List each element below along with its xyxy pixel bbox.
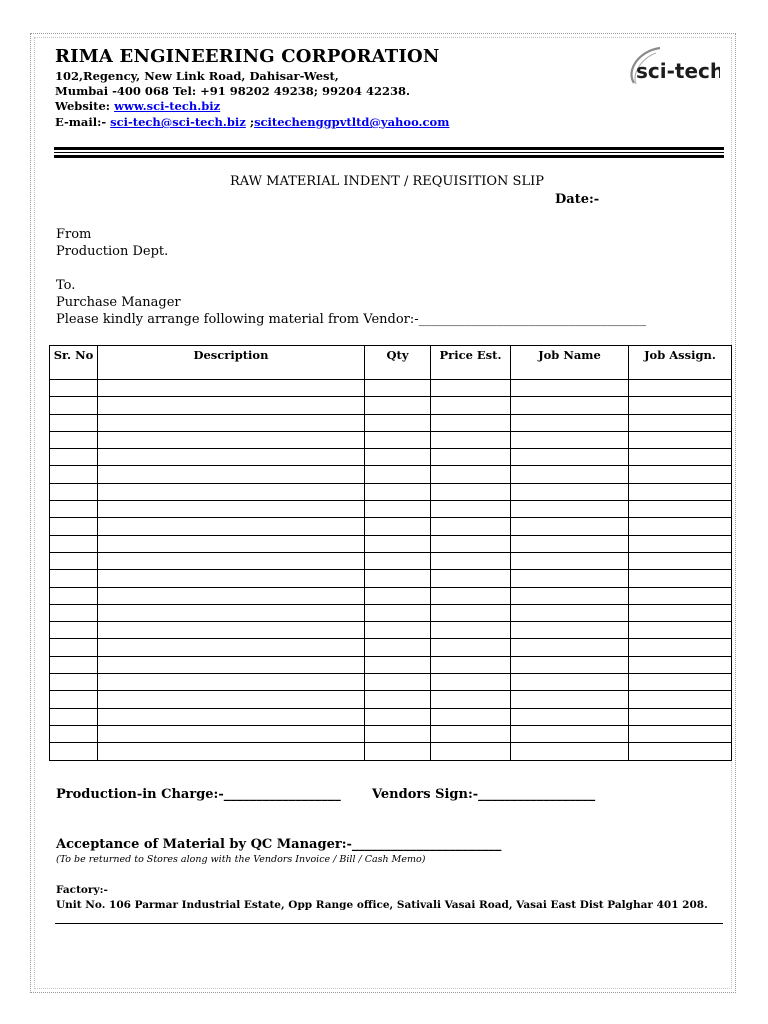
table-cell[interactable] — [98, 656, 365, 673]
table-cell[interactable] — [98, 639, 365, 656]
address-line-2: Mumbai -400 068 Tel: +91 98202 49238; 99204 42238. — [55, 84, 411, 98]
table-row — [50, 483, 732, 500]
table-cell[interactable] — [50, 414, 98, 431]
table-cell[interactable] — [629, 604, 732, 621]
table-cell[interactable] — [50, 604, 98, 621]
table-cell[interactable] — [431, 552, 511, 569]
from-value: Production Dept. — [56, 244, 169, 259]
table-cell[interactable] — [511, 449, 629, 466]
table-row — [50, 587, 732, 604]
table-cell[interactable] — [50, 587, 98, 604]
footer-rule — [55, 923, 723, 924]
table-cell[interactable] — [98, 691, 365, 708]
table-cell[interactable] — [365, 708, 431, 725]
vendors-signature: Vendors Sign:-__________________ — [372, 787, 596, 802]
header-rule-mid — [54, 152, 724, 153]
request-text: Please kindly arrange following material from Vendor:-___________________________________ — [56, 312, 647, 327]
table-cell[interactable] — [511, 414, 629, 431]
return-note: (To be returned to Stores along with the Vendors Invoice / Bill / Cash Memo) — [56, 854, 426, 865]
email-separator: ; — [245, 115, 255, 129]
table-row — [50, 535, 732, 552]
table-cell[interactable] — [98, 380, 365, 397]
address-line-1: 102,Regency, New Link Road, Dahisar-West, — [55, 69, 339, 83]
table-cell[interactable] — [98, 466, 365, 483]
table-cell[interactable] — [365, 725, 431, 742]
table-cell[interactable] — [629, 414, 732, 431]
table-row — [50, 622, 732, 639]
table-cell[interactable] — [50, 431, 98, 448]
table-cell[interactable] — [629, 535, 732, 552]
table-cell[interactable] — [50, 743, 98, 760]
table-cell[interactable] — [431, 535, 511, 552]
table-cell[interactable] — [431, 380, 511, 397]
table-cell[interactable] — [365, 535, 431, 552]
table-cell[interactable] — [629, 691, 732, 708]
table-cell[interactable] — [365, 518, 431, 535]
table-cell[interactable] — [511, 587, 629, 604]
table-cell[interactable] — [98, 708, 365, 725]
table-cell[interactable] — [431, 725, 511, 742]
table-cell[interactable] — [511, 535, 629, 552]
table-cell[interactable] — [629, 552, 732, 569]
factory-label: Factory:- — [56, 884, 108, 896]
table-cell[interactable] — [98, 414, 365, 431]
table-cell[interactable] — [365, 483, 431, 500]
table-row — [50, 691, 732, 708]
table-cell[interactable] — [50, 466, 98, 483]
table-cell[interactable] — [50, 639, 98, 656]
table-cell[interactable] — [629, 639, 732, 656]
table-cell[interactable] — [365, 570, 431, 587]
table-cell[interactable] — [511, 466, 629, 483]
table-cell[interactable] — [511, 674, 629, 691]
table-cell[interactable] — [50, 449, 98, 466]
table-header-row — [50, 346, 732, 380]
table-row — [50, 570, 732, 587]
to-value: Purchase Manager — [56, 295, 181, 310]
qc-acceptance-signature: Acceptance of Material by QC Manager:-_______________________ — [56, 837, 502, 852]
table-cell[interactable] — [431, 397, 511, 414]
table-cell[interactable] — [629, 570, 732, 587]
col-header-job-name: Job Name — [511, 346, 629, 380]
table-cell[interactable] — [365, 414, 431, 431]
table-cell[interactable] — [431, 449, 511, 466]
table-cell[interactable] — [629, 466, 732, 483]
table-cell[interactable] — [98, 674, 365, 691]
col-header-job-assign: Job Assign. — [629, 346, 732, 380]
table-row — [50, 743, 732, 760]
production-in-charge-signature: Production-in Charge:-__________________ — [56, 787, 341, 802]
date-label: Date:- — [555, 192, 600, 207]
col-header-price-est: Price Est. — [431, 346, 511, 380]
table-cell[interactable] — [431, 466, 511, 483]
table-cell[interactable] — [98, 587, 365, 604]
col-header-sr-no: Sr. No — [50, 346, 98, 380]
table-cell[interactable] — [365, 622, 431, 639]
table-cell[interactable] — [431, 587, 511, 604]
table-row — [50, 414, 732, 431]
table-cell[interactable] — [511, 656, 629, 673]
table-cell[interactable] — [365, 639, 431, 656]
table-row — [50, 725, 732, 742]
table-cell[interactable] — [365, 380, 431, 397]
table-row — [50, 552, 732, 569]
table-cell[interactable] — [511, 431, 629, 448]
col-header-description: Description — [98, 346, 365, 380]
table-row — [50, 449, 732, 466]
table-row — [50, 708, 732, 725]
table-row — [50, 431, 732, 448]
website-link[interactable]: www.sci-tech.biz — [114, 99, 221, 113]
table-cell[interactable] — [629, 431, 732, 448]
table-cell[interactable] — [98, 483, 365, 500]
table-cell[interactable] — [629, 397, 732, 414]
table-row — [50, 501, 732, 518]
table-cell[interactable] — [431, 622, 511, 639]
table-cell[interactable] — [511, 691, 629, 708]
table-cell[interactable] — [50, 397, 98, 414]
form-title: RAW MATERIAL INDENT / REQUISITION SLIP — [230, 174, 544, 189]
email-line — [55, 115, 449, 130]
table-cell[interactable] — [431, 570, 511, 587]
table-cell[interactable] — [431, 674, 511, 691]
website-label: Website: — [55, 99, 115, 113]
website-line — [55, 99, 220, 114]
table-cell[interactable] — [629, 501, 732, 518]
table-cell[interactable] — [98, 518, 365, 535]
table-cell[interactable] — [629, 743, 732, 760]
table-cell[interactable] — [98, 535, 365, 552]
table-cell[interactable] — [98, 431, 365, 448]
table-cell[interactable] — [511, 552, 629, 569]
table-cell[interactable] — [98, 725, 365, 742]
table-cell[interactable] — [431, 604, 511, 621]
table-cell[interactable] — [50, 656, 98, 673]
email-link-1[interactable]: sci-tech@sci-tech.biz — [110, 115, 246, 129]
table-row — [50, 674, 732, 691]
email-label: E-mail:- — [55, 115, 111, 129]
table-cell[interactable] — [50, 674, 98, 691]
table-cell[interactable] — [365, 656, 431, 673]
table-cell[interactable] — [98, 501, 365, 518]
table-cell[interactable] — [511, 622, 629, 639]
table-cell[interactable] — [50, 570, 98, 587]
from-label: From — [56, 227, 92, 242]
table-cell[interactable] — [365, 449, 431, 466]
table-cell[interactable] — [511, 708, 629, 725]
table-cell[interactable] — [511, 725, 629, 742]
table-cell[interactable] — [50, 691, 98, 708]
table-cell[interactable] — [629, 622, 732, 639]
table-cell[interactable] — [431, 691, 511, 708]
table-cell[interactable] — [431, 483, 511, 500]
table-cell[interactable] — [365, 466, 431, 483]
to-label: To. — [56, 278, 76, 293]
table-cell[interactable] — [365, 397, 431, 414]
table-cell[interactable] — [365, 604, 431, 621]
table-cell[interactable] — [50, 518, 98, 535]
table-cell[interactable] — [431, 708, 511, 725]
table-cell[interactable] — [511, 518, 629, 535]
col-header-qty: Qty — [365, 346, 431, 380]
table-row — [50, 656, 732, 673]
table-cell[interactable] — [98, 397, 365, 414]
table-row — [50, 604, 732, 621]
table-cell[interactable] — [50, 552, 98, 569]
table-cell[interactable] — [511, 639, 629, 656]
table-cell[interactable] — [365, 743, 431, 760]
table-cell[interactable] — [629, 656, 732, 673]
table-cell[interactable] — [511, 743, 629, 760]
table-cell[interactable] — [98, 743, 365, 760]
sci-tech-logo-icon — [620, 45, 720, 89]
table-cell[interactable] — [50, 380, 98, 397]
table-cell[interactable] — [365, 587, 431, 604]
table-cell[interactable] — [50, 535, 98, 552]
table-row — [50, 639, 732, 656]
table-row — [50, 380, 732, 397]
table-cell[interactable] — [365, 431, 431, 448]
table-cell[interactable] — [365, 691, 431, 708]
table-cell[interactable] — [511, 604, 629, 621]
table-cell[interactable] — [629, 449, 732, 466]
table-cell[interactable] — [511, 570, 629, 587]
items-table — [49, 345, 732, 761]
table-cell[interactable] — [629, 587, 732, 604]
table-cell[interactable] — [629, 708, 732, 725]
table-cell[interactable] — [511, 501, 629, 518]
table-cell[interactable] — [50, 725, 98, 742]
table-cell[interactable] — [365, 674, 431, 691]
table-cell[interactable] — [50, 483, 98, 500]
table-row — [50, 518, 732, 535]
table-cell[interactable] — [98, 552, 365, 569]
table-cell[interactable] — [629, 380, 732, 397]
table-cell[interactable] — [431, 501, 511, 518]
table-row — [50, 466, 732, 483]
table-cell[interactable] — [431, 639, 511, 656]
company-name: RIMA ENGINEERING CORPORATION — [55, 46, 440, 67]
table-cell[interactable] — [511, 397, 629, 414]
table-cell[interactable] — [98, 449, 365, 466]
table-cell[interactable] — [365, 552, 431, 569]
table-cell[interactable] — [365, 501, 431, 518]
table-cell[interactable] — [431, 431, 511, 448]
table-cell[interactable] — [629, 483, 732, 500]
header-rule-top — [54, 147, 724, 150]
table-cell[interactable] — [511, 380, 629, 397]
table-row — [50, 397, 732, 414]
table-cell[interactable] — [431, 743, 511, 760]
table-cell[interactable] — [629, 674, 732, 691]
table-cell[interactable] — [98, 622, 365, 639]
header-rule-bottom — [54, 155, 724, 158]
table-cell[interactable] — [629, 725, 732, 742]
table-cell[interactable] — [511, 483, 629, 500]
table-cell[interactable] — [431, 656, 511, 673]
sci-tech-logo — [620, 45, 720, 89]
table-cell[interactable] — [98, 570, 365, 587]
logo-text: sci-tech — [636, 59, 720, 83]
table-cell[interactable] — [629, 518, 732, 535]
email-link-2[interactable]: scitechenggpvtltd@yahoo.com — [254, 115, 450, 129]
factory-address: Unit No. 106 Parmar Industrial Estate, Opp Range office, Sativali Vasai Road, Vasai East Dist Palghar 401 208. — [56, 899, 708, 911]
table-cell[interactable] — [431, 414, 511, 431]
table-cell[interactable] — [98, 604, 365, 621]
table-cell[interactable] — [50, 622, 98, 639]
table-cell[interactable] — [431, 518, 511, 535]
table-cell[interactable] — [50, 501, 98, 518]
table-cell[interactable] — [50, 708, 98, 725]
